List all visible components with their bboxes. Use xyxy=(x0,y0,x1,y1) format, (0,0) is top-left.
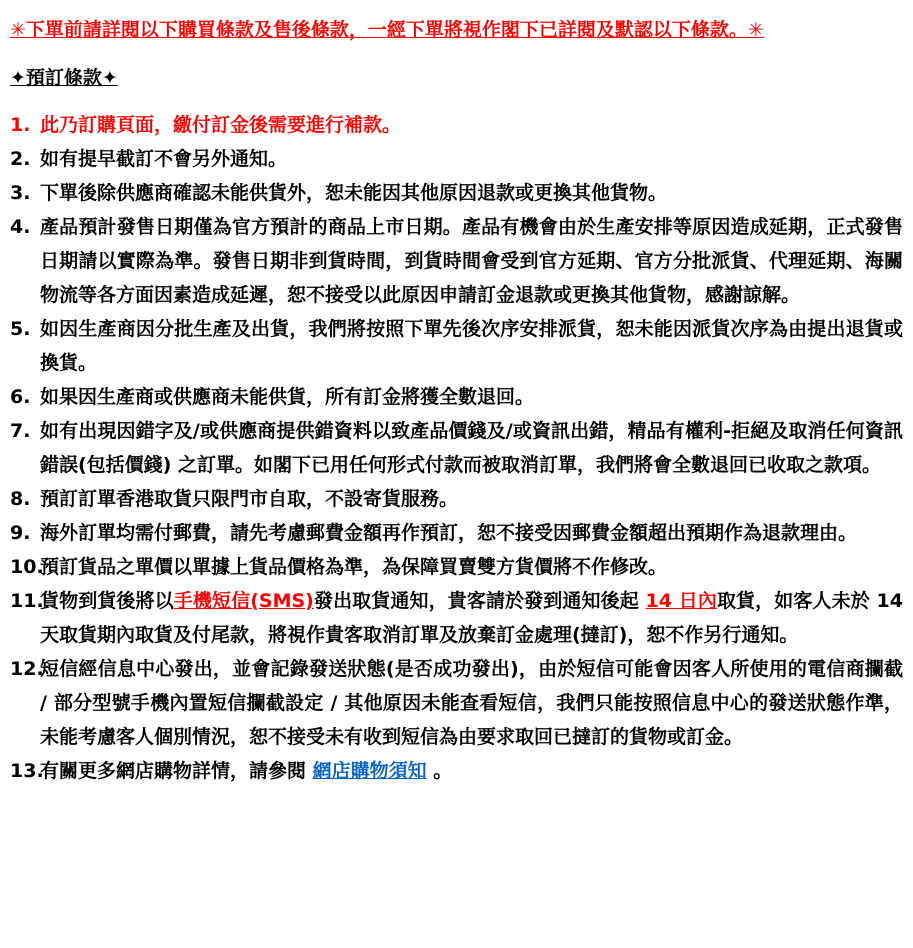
list-item xyxy=(10,210,903,312)
list-item xyxy=(10,176,903,210)
item-text xyxy=(40,216,903,306)
list-item xyxy=(10,108,903,142)
item-number: 8. xyxy=(10,488,31,510)
list-item xyxy=(10,142,903,176)
item-text xyxy=(40,148,287,170)
item-number: 6. xyxy=(10,386,31,408)
item-text xyxy=(40,488,458,510)
document-title: ✳下單前請詳閱以下購買條款及售後條款，一經下單將視作閣下已詳閱及默認以下條款。✳ xyxy=(10,19,764,41)
text-segment: 短信經信息中心發出，並會記錄發送狀態(是否成功發出)，由於短信可能會因客人所使用的電信商攔截 / 部分型號手機內置短信攔截設定 / 其他原因未能查看短信，我們只能按照信息中心的發送狀態作準，未能考慮客人個別情況，恕不接受未有收到短信為由要求取回已撻訂的貨物或訂金。 xyxy=(40,658,903,748)
item-text xyxy=(40,556,667,578)
text-segment: 預訂訂單香港取貨只限門市自取，不設寄貨服務。 xyxy=(40,488,459,510)
item-text xyxy=(40,318,903,374)
item-text xyxy=(40,420,903,476)
item-text xyxy=(40,658,903,748)
list-item xyxy=(10,550,903,584)
item-text xyxy=(40,386,534,408)
item-number: 3. xyxy=(10,182,31,204)
text-segment: 手機短信(SMS) xyxy=(173,590,314,612)
text-segment: 發出取貨通知，貴客請於發到通知後起 xyxy=(313,590,646,612)
list-item xyxy=(10,754,903,788)
text-segment: 下單後除供應商確認未能供貨外，恕未能因其他原因退款或更換其他貨物。 xyxy=(40,182,668,204)
list-item xyxy=(10,380,903,414)
section-heading: ✦預訂條款✦ xyxy=(10,67,118,89)
item-number: 13. xyxy=(10,760,44,782)
text-segment: 取貨，如客人未於 14 天取貨期內取貨及付尾款，將視作貴客取消訂單及放棄訂金處理(撻訂)，恕不作另行通知。 xyxy=(40,590,903,646)
text-segment: 如有出現因錯字及/或供應商提供錯資料以致產品價錢及/或資訊出錯，精品有權利-拒絕及取消任何資訊錯誤(包括價錢) 之訂單。如閣下已用任何形式付款而被取消訂單，我們將會全數退回已收取之款項。 xyxy=(40,420,903,476)
text-segment: 如果因生產商或供應商未能供貨，所有訂金將獲全數退回。 xyxy=(40,386,535,408)
item-text xyxy=(40,182,667,204)
item-number: 12. xyxy=(10,658,44,680)
text-segment: 此乃訂購頁面，繳付訂金後需要進行補款。 xyxy=(40,114,402,136)
item-text xyxy=(40,522,857,544)
list-item xyxy=(10,312,903,380)
list-item xyxy=(10,482,903,516)
item-number: 7. xyxy=(10,420,31,442)
text-segment: 有關更多網店購物詳情，請參閱 xyxy=(40,760,313,782)
text-segment: 如有提早截訂不會另外通知。 xyxy=(40,148,288,170)
list-item xyxy=(10,414,903,482)
item-number: 1. xyxy=(10,114,31,136)
text-segment: 貨物到貨後將以 xyxy=(40,590,174,612)
text-segment: 。 xyxy=(426,760,453,782)
text-segment: 產品預計發售日期僅為官方預計的商品上市日期。產品有機會由於生產安排等原因造成延期，正式發售日期請以實際為準。發售日期非到貨時間，到貨時間會受到官方延期、官方分批派貨、代理延期、海關物流等各方面因素造成延遲，恕不接受以此原因申請訂金退款或更換其他貨物，感謝諒解。 xyxy=(40,216,903,306)
text-segment: 如因生產商因分批生產及出貨，我們將按照下單先後次序安排派貨，恕未能因派貨次序為由提出退貨或換貨。 xyxy=(40,318,903,374)
item-number: 2. xyxy=(10,148,31,170)
text-segment: 預訂貨品之單價以單據上貨品價格為準，為保障買賣雙方貨價將不作修改。 xyxy=(40,556,668,578)
item-number: 10. xyxy=(10,556,44,578)
list-item xyxy=(10,652,903,754)
item-number: 11. xyxy=(10,590,44,612)
item-text xyxy=(40,760,452,782)
item-number: 4. xyxy=(10,216,31,238)
item-text xyxy=(40,590,903,646)
text-segment: 14 日內 xyxy=(645,590,717,612)
item-number: 5. xyxy=(10,318,31,340)
list-item xyxy=(10,584,903,652)
shop-guide-link[interactable]: 網店購物須知 xyxy=(312,760,427,782)
terms-list xyxy=(10,108,903,788)
item-text xyxy=(40,114,401,136)
item-number: 9. xyxy=(10,522,31,544)
list-item xyxy=(10,516,903,550)
text-segment: 海外訂單均需付郵費，請先考慮郵費金額再作預訂，恕不接受因郵費金額超出預期作為退款理由。 xyxy=(40,522,858,544)
